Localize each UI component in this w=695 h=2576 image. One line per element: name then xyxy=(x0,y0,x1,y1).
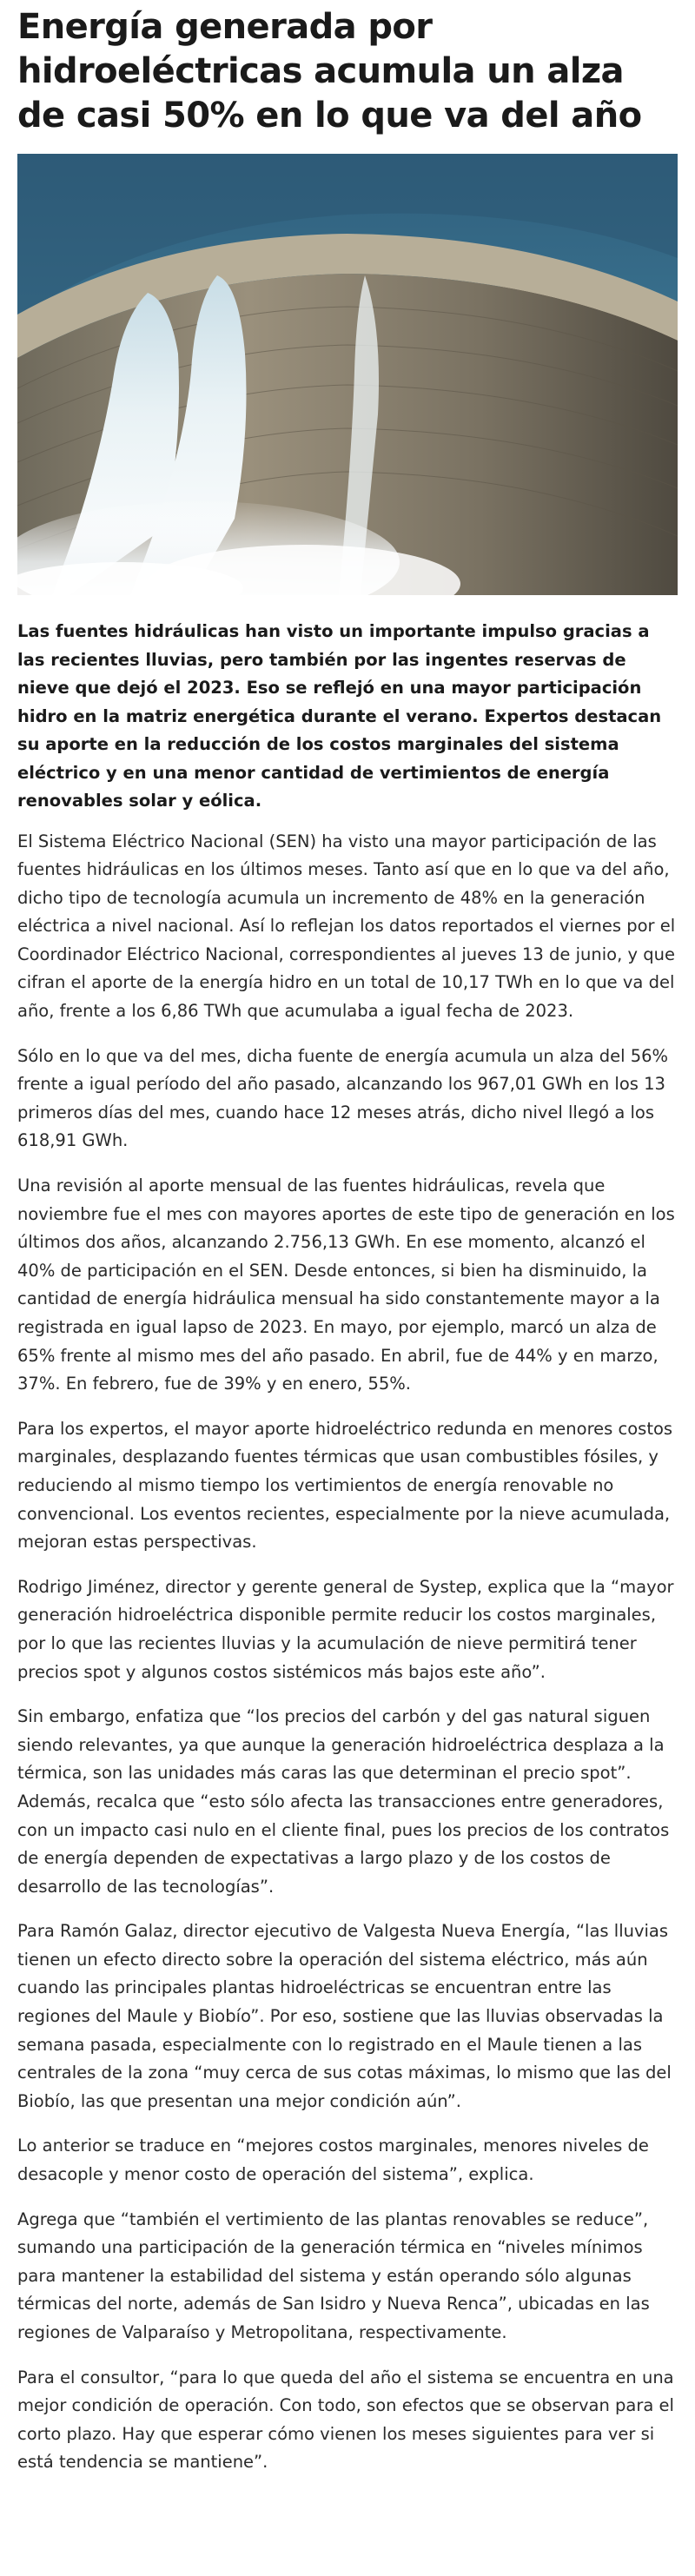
article-headline: Energía generada por hidroeléctricas acumula un alza de casi 50% en lo que va del año xyxy=(17,7,642,136)
article-paragraph: El Sistema Eléctrico Nacional (SEN) ha visto una mayor participación de las fuentes hidráulicas en los últimos meses. Tanto así que en lo que va del año, dicho tipo de tecnología acumula un incremento de 48% en la generación eléctrica a nivel nacional. Así lo reflejan los datos reportados el viernes por el Coordinador Eléctrico Nacional, correspondientes al jueves 13 de junio, y que cifran el aporte de la energía hidro en un total de 10,17 TWh en lo que va del año, frente a los 6,86 TWh que acumulaba a igual fecha de 2023. xyxy=(17,831,676,1022)
article-lead: Las fuentes hidráulicas han visto un importante impulso gracias a las recientes lluvias, pero también por las ingentes reservas de nieve que dejó el 2023. Eso se reflejó en una mayor participación hidro en la matriz energética durante el verano. Expertos destacan su aporte en la reducción de los costos marginales del sistema eléctrico y en una menor cantidad de vertimientos de energía renovables solar y eólica. xyxy=(17,621,662,811)
hero-image-dam xyxy=(17,154,678,595)
article-paragraph: Para Ramón Galaz, director ejecutivo de Valgesta Nueva Energía, “las lluvias tienen un efecto directo sobre la operación del sistema eléctrico, más aún cuando las principales plantas hidroeléctricas se encuentran entre las regiones del Maule y Biobío”. Por eso, sostiene que las lluvias observadas la semana pasada, especialmente con lo registrado en el Maule tienen a las centrales de la zona “muy cerca de sus cotas máximas, lo mismo que las del Biobío, las que presentan una mejor condición aún”. xyxy=(17,1921,672,2111)
article-paragraph: Para el consultor, “para lo que queda del año el sistema se encuentra en una mejor condición de operación. Con todo, son efectos que se observan para el corto plazo. Hay que esperar cómo vienen los meses siguientes para ver si está tendencia se mantiene”. xyxy=(17,2367,674,2473)
article xyxy=(0,5,695,2477)
article-paragraph: Lo anterior se traduce en “mejores costos marginales, menores niveles de desacople y menor costo de operación del sistema”, explica. xyxy=(17,2136,649,2185)
article-paragraph: Agrega que “también el vertimiento de las plantas renovables se reduce”, sumando una participación de la generación térmica en “niveles mínimos para mantener la estabilidad del sistema y están operando sólo algunas térmicas del norte, además de San Isidro y Nueva Renca”, ubicadas en las regiones de Valparaíso y Metropolitana, respectivamente. xyxy=(17,2208,650,2342)
article-paragraph: Sin embargo, enfatiza que “los precios del carbón y del gas natural siguen siendo relevantes, ya que aunque la generación hidroeléctrica desplaza a la térmica, son las unidades más caras las que determinan el precio spot”. Además, recalca que “esto sólo afecta las transacciones entre generadores, con un impacto casi nulo en el cliente final, pues los precios de los contratos de energía dependen de expectativas a largo plazo y de los costos de desarrollo de las tecnologías”. xyxy=(17,1706,670,1897)
article-paragraph: Para los expertos, el mayor aporte hidroeléctrico redunda en menores costos marginales, desplazando fuentes térmicas que usan combustibles fósiles, y reduciendo al mismo tiempo los vertimientos de energía renovable no convencional. Los eventos recientes, especialmente por la nieve acumulada, mejoran estas perspectivas. xyxy=(17,1418,673,1553)
article-paragraph: Rodrigo Jiménez, director y gerente general de Systep, explica que la “mayor generación hidroeléctrica disponible permite reducir los costos marginales, por lo que las recientes lluvias y la acumulación de nieve permitirá tener precios spot y algunos costos sistémicos más bajos este año”. xyxy=(17,1576,674,1682)
article-paragraph: Una revisión al aporte mensual de las fuentes hidráulicas, revela que noviembre fue el mes con mayores aportes de este tipo de generación en los últimos dos años, alcanzando 2.756,13 GWh. En ese momento, alcanzó el 40% de participación en el SEN. Desde entonces, si bien ha disminuido, la cantidad de energía hidráulica mensual ha sido constantemente mayor a la registrada en igual lapso de 2023. En mayo, por ejemplo, marcó un alza de 65% frente al mismo mes del año pasado. En abril, fue de 44% y en marzo, 37%. En febrero, fue de 39% y en enero, 55%. xyxy=(17,1175,675,1394)
article-paragraph: Sólo en lo que va del mes, dicha fuente de energía acumula un alza del 56% frente a igual período del año pasado, alcanzando los 967,01 GWh en los 13 primeros días del mes, cuando hace 12 meses atrás, dicho nivel llegó a los 618,91 GWh. xyxy=(17,1045,669,1151)
